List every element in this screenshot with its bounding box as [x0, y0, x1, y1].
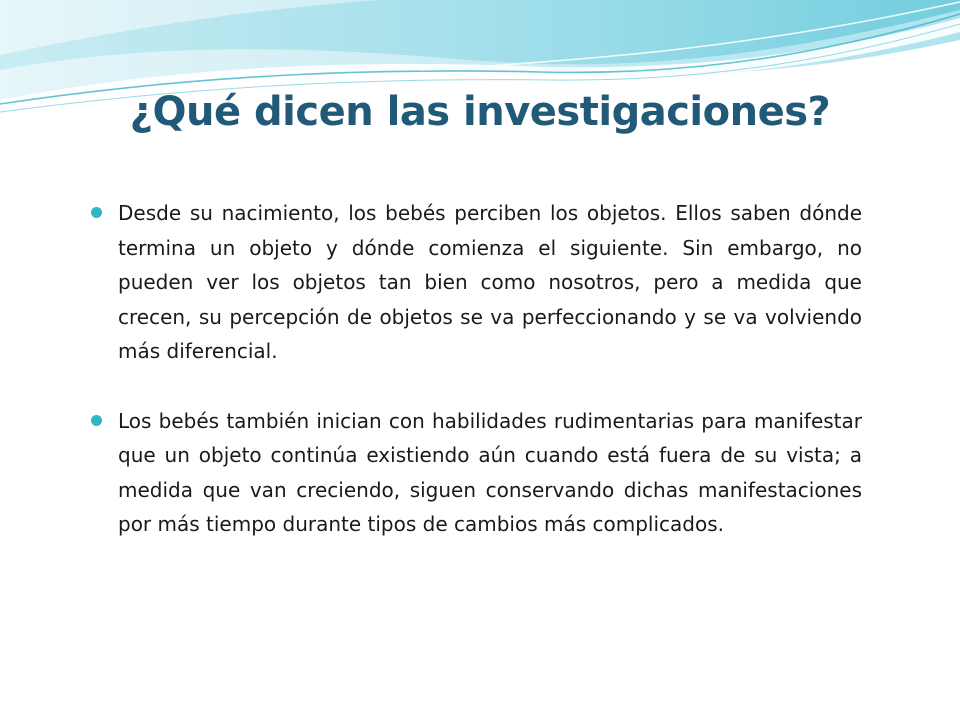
bullet-dot-icon: [91, 207, 102, 218]
slide-title: ¿Qué dicen las investigaciones?: [129, 89, 831, 135]
bullet-dot-icon: [91, 415, 102, 426]
bullet-list: [88, 196, 862, 577]
bullet-text: Desde su nacimiento, los bebés perciben los objetos. Ellos saben dónde termina un objeto y dónde comienza el siguiente. Sin embargo, no pueden ver los objetos tan bien como nosotros, pero a medida que crecen, su percepción de objetos se va perfeccionando y se va volviendo más diferencial.: [118, 201, 862, 363]
bullet-item: [88, 196, 862, 369]
bullet-text: Los bebés también inician con habilidades rudimentarias para manifestar que un objeto continúa existiendo aún cuando está fuera de su vista; a medida que van creciendo, siguen conservando dichas manifestaciones por más tiempo durante tipos de cambios más complicados.: [118, 408, 862, 536]
bullet-item: [88, 404, 862, 542]
